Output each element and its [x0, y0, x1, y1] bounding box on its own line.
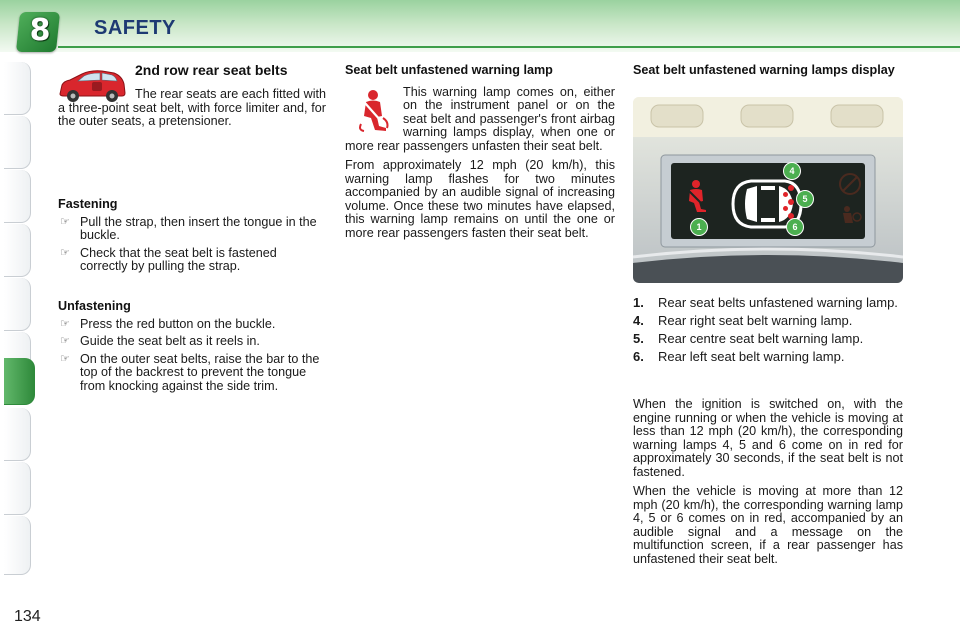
- legend-number: 6.: [633, 349, 644, 364]
- callout-5: 5: [796, 190, 814, 208]
- chapter-number: 8: [29, 13, 51, 48]
- legend-list: [633, 296, 903, 364]
- pointer-icon: ☞: [60, 352, 70, 365]
- fastening-list: [58, 216, 326, 274]
- unfastening-step: Press the red button on the buckle.: [80, 316, 276, 331]
- rear-seatbelt-lamp-icon: [683, 179, 709, 213]
- list-item: [58, 353, 326, 394]
- legend-text: Rear left seat belt warning lamp.: [658, 349, 845, 364]
- chapter-tabs: [0, 62, 36, 577]
- section-title: SAFETY: [94, 17, 176, 39]
- chapter-tab[interactable]: [4, 278, 31, 331]
- legend-item: [633, 350, 903, 364]
- warning-lamps-display-figure: [633, 97, 903, 283]
- list-item: [58, 335, 326, 349]
- rear-lamp-extra: [783, 206, 788, 211]
- unfastening-heading: Unfastening: [58, 299, 131, 313]
- chapter-tab[interactable]: [4, 224, 31, 277]
- middle-column: [345, 64, 615, 246]
- header-rule: [58, 46, 960, 48]
- chapter-tab[interactable]: [4, 408, 31, 461]
- right-column: [633, 64, 903, 78]
- pointer-icon: ☞: [60, 317, 70, 330]
- callout-1: 1: [690, 218, 708, 236]
- unfastening-section: [58, 300, 326, 397]
- behaviour-text: [633, 398, 903, 572]
- rear-lamp-extra: [783, 192, 788, 197]
- legend-section: [633, 296, 903, 368]
- chapter-tab[interactable]: [4, 62, 31, 115]
- legend-text: Rear seat belts unfastened warning lamp.: [658, 295, 898, 310]
- unfastening-step: On the outer seat belts, raise the bar to the top of the backrest to prevent the tongue from knocking against the side trim.: [80, 351, 320, 393]
- behaviour-text-2: When the vehicle is moving at more than 12 mph (20 km/h), the corresponding warning lamp 4, 5 or 6 comes on in red, accompanied by an audible signal and a message on the multifunction screen, if a rear passenger has unfastened their seat belt.: [633, 484, 903, 566]
- airbag-off-icon: [837, 171, 863, 197]
- chapter-tab[interactable]: [4, 516, 31, 575]
- fastening-step: Check that the seat belt is fastened correctly by pulling the strap.: [80, 245, 277, 273]
- list-item: [58, 247, 326, 274]
- callout-4: 4: [783, 162, 801, 180]
- passenger-airbag-icon: [837, 203, 863, 229]
- warning-lamp-text-2: From approximately 12 mph (20 km/h), this warning lamp flashes for two minutes accompanied by an audible signal of increasing volume. Once these two minutes have elapsed, this warning lamp remains on until the one or more rear passengers fasten their seat belt.: [345, 158, 615, 240]
- legend-item: [633, 296, 903, 310]
- intro-text: The rear seats are each fitted with a three-point seat belt, with force limiter and, for the outer seats, a pretensioner.: [58, 87, 326, 128]
- pointer-icon: ☞: [60, 215, 70, 228]
- pointer-icon: ☞: [60, 335, 70, 347]
- unfastening-step: Guide the seat belt as it reels in.: [80, 334, 260, 348]
- legend-text: Rear right seat belt warning lamp.: [658, 313, 853, 328]
- behaviour-text-1: When the ignition is switched on, with the engine running or when the vehicle is moving at less than 12 mph (20 km/h), the corresponding warning lamps 4, 5 and 6 come on in red for approximately 30 seconds, if the seat belt is not fastened.: [633, 397, 903, 479]
- chapter-tab-safety[interactable]: [4, 358, 35, 405]
- chapter-tab[interactable]: [4, 170, 31, 223]
- list-item: [58, 216, 326, 243]
- legend-text: Rear centre seat belt warning lamp.: [658, 331, 864, 346]
- page-number: 134: [14, 608, 41, 625]
- legend-number: 1.: [633, 295, 644, 310]
- unfastening-list: [58, 318, 326, 394]
- rear-centre-lamp: [788, 199, 794, 205]
- fastening-section: [58, 198, 326, 278]
- legend-item: [633, 314, 903, 328]
- section-heading: 2nd row rear seat belts: [135, 62, 288, 78]
- pointer-icon: ☞: [60, 246, 70, 259]
- legend-number: 4.: [633, 313, 644, 328]
- warning-lamp-text-1: This warning lamp comes on, either on the instrument panel or on the seat belt and passenger's front airbag warning lamps display, when one or more rear passengers unfasten their seat belt.: [345, 84, 615, 153]
- chapter-tab[interactable]: [4, 462, 31, 515]
- callout-6: 6: [786, 218, 804, 236]
- list-item: [58, 318, 326, 332]
- fastening-step: Pull the strap, then insert the tongue in the buckle.: [80, 214, 317, 242]
- chapter-tab[interactable]: [4, 116, 31, 169]
- legend-item: [633, 332, 903, 346]
- rear-right-lamp: [788, 185, 794, 191]
- seatbelt-warning-icon: [353, 88, 393, 132]
- warning-lamp-heading: Seat belt unfastened warning lamp: [345, 63, 553, 77]
- fastening-heading: Fastening: [58, 197, 118, 211]
- legend-number: 5.: [633, 331, 644, 346]
- lamps-display-heading: Seat belt unfastened warning lamps display: [633, 63, 895, 77]
